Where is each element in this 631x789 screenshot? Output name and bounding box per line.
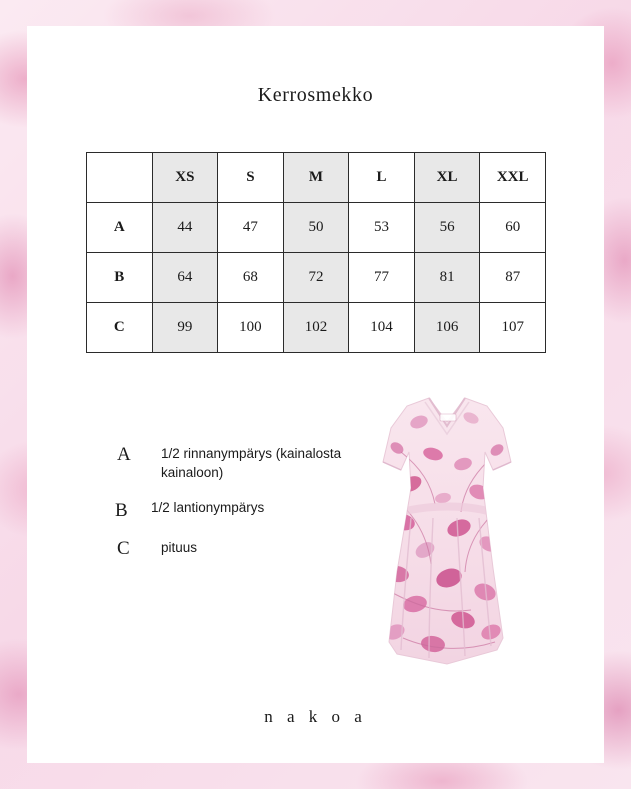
table-row-header-a: A (87, 203, 153, 253)
cell-a-xl: 56 (414, 203, 480, 253)
cell-a-m: 50 (283, 203, 349, 253)
cell-b-m: 72 (283, 253, 349, 303)
cell-c-xxl: 107 (480, 303, 546, 353)
cell-b-xl: 81 (414, 253, 480, 303)
page-title: Kerrosmekko (257, 84, 374, 106)
cell-c-m: 102 (283, 303, 349, 353)
legend-text-c: pituus (161, 540, 198, 555)
table-column-header-l: L (349, 153, 415, 203)
legend-letter-b: B (115, 500, 128, 521)
size-chart-card (27, 26, 604, 763)
legend-item-a (89, 444, 389, 492)
table-corner-cell (87, 153, 153, 203)
cell-a-xxl: 60 (480, 203, 546, 253)
cell-c-xl: 106 (414, 303, 480, 353)
legend-letter-c: C (117, 538, 130, 559)
table-header-row (87, 153, 546, 203)
cell-b-s: 68 (218, 253, 284, 303)
table-row (87, 203, 546, 253)
table-row-header-b: B (87, 253, 153, 303)
table-column-header-s: S (218, 153, 284, 203)
cell-b-xxl: 87 (480, 253, 546, 303)
cell-a-l: 53 (349, 203, 415, 253)
table-column-header-m: M (283, 153, 349, 203)
legend-letter-a: A (117, 444, 131, 465)
table-row-header-c: C (87, 303, 153, 353)
cell-c-l: 104 (349, 303, 415, 353)
legend-item-b (89, 498, 389, 532)
legend-text-b: 1/2 lantionympärys (151, 500, 265, 515)
size-table (86, 152, 546, 353)
table-row (87, 303, 546, 353)
cell-a-s: 47 (218, 203, 284, 253)
cell-c-s: 100 (218, 303, 284, 353)
legend-text-a: 1/2 rinnanympärys (kainalosta kainaloon) (161, 446, 342, 480)
legend-item-c (89, 538, 389, 572)
table-row (87, 253, 546, 303)
cell-b-xs: 64 (152, 253, 218, 303)
table-column-header-xs: XS (152, 153, 218, 203)
floral-dress-photo (367, 392, 527, 682)
brand-wordmark: n a k o a (264, 707, 367, 726)
cell-a-xs: 44 (152, 203, 218, 253)
table-column-header-xxl: XXL (480, 153, 546, 203)
measurement-legend (89, 444, 389, 578)
cell-c-xs: 99 (152, 303, 218, 353)
cell-b-l: 77 (349, 253, 415, 303)
table-column-header-xl: XL (414, 153, 480, 203)
